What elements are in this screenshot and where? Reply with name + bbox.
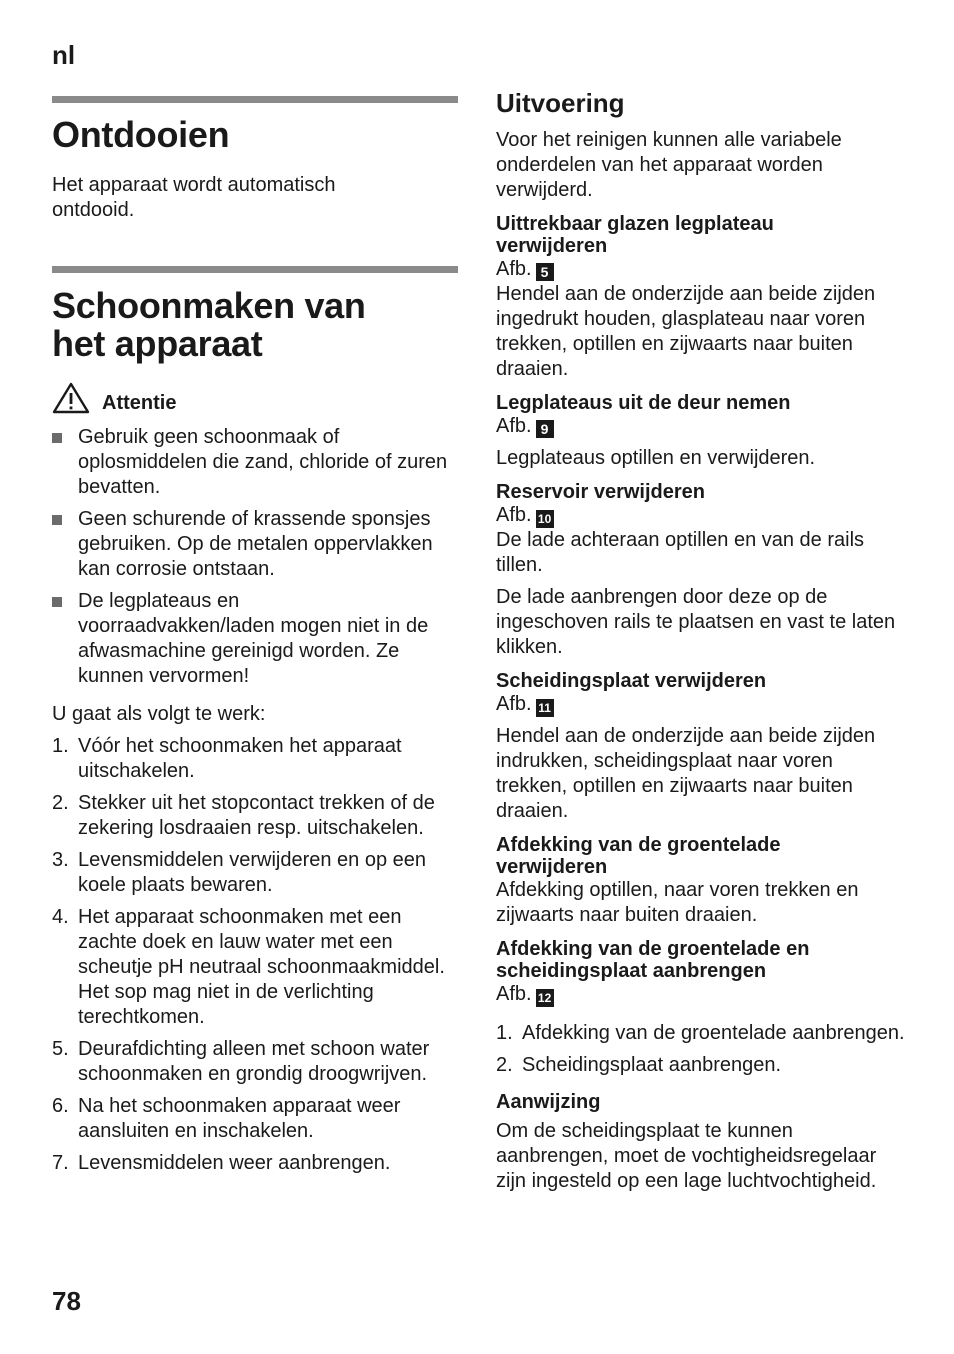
veg-cover-install-block [496,938,906,1078]
execution-title: Uitvoering [496,88,625,118]
reservoir-heading: Reservoir verwijderen [496,481,705,503]
language-label: nl [52,40,76,70]
reservoir-text: De lade aanbrengen door deze op de ingeschoven rails te plaatsen en vast te laten klikken. [496,586,896,658]
divider-block [496,670,906,824]
figure-reference: Afb. 12 [496,982,906,1007]
list-item: 6. Na het schoonmaken apparaat weer aansluiten en inschakelen. [52,1095,401,1142]
page-number: 78 [52,1286,81,1316]
list-item: 7. Levensmiddelen weer aanbrengen. [52,1152,391,1174]
list-item: 5. Deurafdichting alleen met schoon water schoonmaken en grondig droogwrijven. [52,1038,430,1085]
veg-cover-block [496,834,906,928]
list-item: De legplateaus en voorraadvakken/laden mogen niet in de afwasmachine gereinigd worden. Ze kunnen vervormen! [52,589,458,689]
glass-shelf-block [496,213,906,382]
veg-cover-text: Afdekking optillen, naar voren trekken en zijwaarts naar buiten draaien. [496,879,859,926]
reservoir-text: De lade achteraan optillen en van de rails tillen. [496,529,865,576]
list-item: 4. Het apparaat schoonmaken met een zachte doek en lauw water met een scheutje pH neutraal schoonmaakmiddel. Het sop mag niet in de verlichting terechtkomen. [52,906,445,1028]
figure-reference: Afb. 5 [496,257,906,282]
warning-icon [52,382,90,414]
veg-cover-heading: Afdekking van de groentelade verwijderen [496,834,781,878]
door-shelves-text: Legplateaus optillen en verwijderen. [496,447,816,469]
cleaning-title-line1: Schoonmaken van [52,285,366,326]
attention-label: Attentie [102,392,177,414]
glass-shelf-text: Hendel aan de onderzijde aan beide zijden ingedrukt houden, glasplateau naar voren trekken, optillen en zijwaarts naar buiten draaien. [496,283,876,380]
defrost-title: Ontdooien [52,114,230,155]
execution-intro: Voor het reinigen kunnen alle variabele onderdelen van het apparaat worden verwijderd. [496,129,842,201]
list-item: Gebruik geen schoonmaak of oplosmiddelen die zand, chloride of zuren bevatten. [52,425,458,500]
figure-number-badge: 10 [536,510,554,528]
install-steps-list [496,1021,906,1078]
figure-number-badge: 12 [536,989,554,1007]
bullet-icon [52,433,62,443]
door-shelves-heading: Legplateaus uit de deur nemen [496,392,791,414]
section-divider [52,96,458,103]
bullet-icon [52,597,62,607]
figure-reference: Afb. 11 [496,692,906,717]
divider-text: Hendel aan de onderzijde aan beide zijden indrukken, scheidingsplaat naar voren trekken, optillen en zijwaarts naar buiten draaien. [496,725,876,822]
warning-list [52,425,458,689]
glass-shelf-heading: Uittrekbaar glazen legplateau verwijderen [496,213,774,257]
cleaning-title-line2: het apparaat [52,323,263,364]
figure-reference: Afb. 10 [496,503,906,528]
note-text: Om de scheidingsplaat te kunnen aanbrengen, moet de vochtigheidsregelaar zijn ingesteld op een lage luchtvochtigheid. [496,1120,877,1192]
figure-number-badge: 5 [536,263,554,281]
list-item: Geen schurende of krassende sponsjes gebruiken. Op de metalen oppervlakken kan corrosie ontstaan. [52,507,458,582]
steps-intro: U gaat als volgt te werk: [52,703,266,725]
defrost-text: Het apparaat wordt automatisch ontdooid. [52,174,336,221]
attention-block [52,382,458,414]
note-block [496,1091,906,1194]
list-item: 2. Stekker uit het stopcontact trekken of de zekering losdraaien resp. uitschakelen. [52,792,435,839]
note-heading: Aanwijzing [496,1091,601,1113]
figure-number-badge: 9 [536,420,554,438]
list-item: 3. Levensmiddelen verwijderen en op een koele plaats bewaren. [52,849,427,896]
left-column [52,96,458,1176]
figure-number-badge: 11 [536,699,554,717]
list-item: 1. Afdekking van de groentelade aanbrengen. [496,1022,905,1044]
section-divider [52,266,458,273]
veg-cover-install-heading: Afdekking van de groentelade en scheidingsplaat aanbrengen [496,938,810,982]
steps-list [52,734,458,1176]
list-item: 2. Scheidingsplaat aanbrengen. [496,1054,782,1076]
figure-reference: Afb. 9 [496,414,906,439]
divider-heading: Scheidingsplaat verwijderen [496,670,767,692]
bullet-icon [52,515,62,525]
cleaning-title [52,287,458,363]
door-shelves-block [496,392,906,471]
list-item: 1. Vóór het schoonmaken het apparaat uitschakelen. [52,735,402,782]
right-column [496,88,906,1194]
reservoir-block [496,481,906,660]
